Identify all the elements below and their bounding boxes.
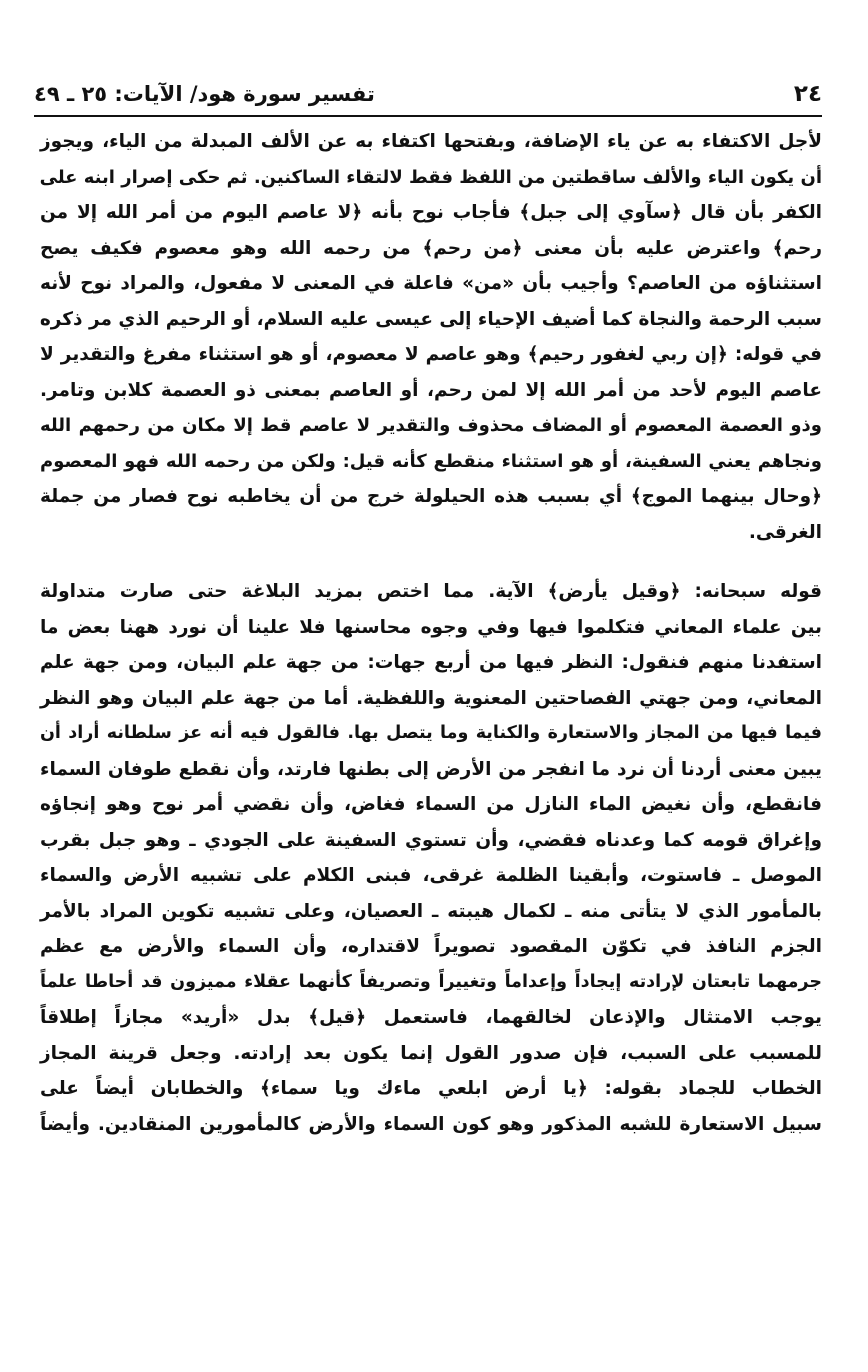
text-line: أن يكون الياء والألف ساقطتين من اللفظ فقط لالتقاء الساكنين. ثم حكى إصرار ابنه على — [39, 166, 822, 188]
text-line: الموصل ـ فاستوت، وأبقينا الظلمة غرقى، فبنى الكلام على تشبيه الأرض والسماء — [40, 865, 822, 886]
paragraph-1 — [40, 124, 822, 550]
body-text — [40, 124, 822, 1142]
text-line: سبب الرحمة والنجاة كما أضيف الإحياء إلى عيسى عليه السلام، أو الرحيم الذي مر ذكره — [39, 308, 822, 330]
text-line: جرمهما تابعتان لإرادته إيجاداً وإعداماً وتغييراً وتصريفاً كأنهما عقلاء مميزون قد أحاطا علماً — [40, 971, 822, 992]
text-line: الغرقى. — [748, 521, 822, 543]
text-line: للمسبب على السبب، فإن صدور القول إنما يكون بعد إرادته. وجعل قرينة المجاز — [40, 1042, 822, 1064]
text-line: قوله سبحانه: ﴿وقيل يأرض﴾ الآية. مما اختص بمزيد البلاغة حتى صارت متداولة — [40, 581, 822, 602]
text-line: ونجاهم يعني السفينة، أو هو استثناء منقطع كأنه قيل: ولكن من رحمه الله فهو المعصوم — [40, 450, 822, 472]
text-line: بالمأمور الذي لا يتأتى منه ـ لكمال هيبته ـ العصيان، وعلى تشبيه تكوين المراد بالأمر — [40, 900, 822, 922]
text-line: استفدنا منهم فنقول: النظر فيها من أربع جهات: من جهة علم البيان، ومن جهة علم — [40, 652, 822, 673]
text-line: لأجل الاكتفاء به عن ياء الإضافة، وبفتحها اكتفاء به عن الألف المبدلة من الياء، ويجوز — [40, 131, 822, 152]
header-rule — [34, 115, 822, 117]
text-line: وإغراق قومه كما وعدناه فقضي، وأن تستوي السفينة على الجودي ـ وهو جبل بقرب — [40, 829, 822, 851]
text-line: سبيل الاستعارة للشبه المذكور وهو كون السماء والأرض كالمأمورين المنقادين. وأيضاً — [40, 1113, 822, 1135]
text-line: فيما فيها من المجاز والاستعارة والكناية وما يتصل بها. فالقول فيه أنه عز سلطانه أراد أن — [40, 723, 822, 743]
text-line: استثناؤه من العاصم؟ وأجيب بأن «من» فاعلة في المعنى لا مفعول، والمراد نوح لأنه — [40, 273, 822, 294]
text-line: الخطاب للجماد بقوله: ﴿يا أرض ابلعي ماءك ويا سماء﴾ والخطابان أيضاً على — [40, 1078, 822, 1099]
text-line: بين علماء المعاني فتكلموا فيها وفي وجوه محاسنها فلا علينا أن نورد ههنا بعض ما — [40, 616, 822, 638]
text-line: فانقطع، وأن نغيض الماء النازل من السماء فغاض، وأن نقضي أمر نوح وهو إنجاؤه — [40, 794, 822, 815]
text-line: المعاني، ومن جهتي الفصاحتين المعنوية واللفظية. أما من جهة علم البيان وهو النظر — [40, 687, 822, 709]
text-line: الجزم النافذ في تكوّن المقصود تصويراً لاقتداره، وأن السماء والأرض مع عظم — [40, 936, 822, 957]
text-line: الكفر بأن قال ﴿سآوي إلى جبل﴾ فأجاب نوح بأنه ﴿لا عاصم اليوم من أمر الله إلا من — [40, 202, 822, 223]
paragraph-2 — [40, 574, 822, 1142]
text-line: يوجب الامتثال والإذعان لخالقهما، فاستعمل ﴿قيل﴾ بدل «أريد» مجازاً إطلاقاً — [40, 1007, 822, 1028]
text-line: وذو العصمة المعصوم أو المضاف محذوف والتقدير لا عاصم قط إلا مكان من رحمهم الله — [40, 415, 822, 436]
page-number: ٢٤ — [793, 81, 822, 107]
text-line: في قوله: ﴿إن ربي لغفور رحيم﴾ وهو عاصم لا معصوم، أو هو استثناء مفرغ والتقدير لا — [40, 344, 822, 365]
page-header — [34, 74, 822, 114]
text-line: ﴿وحال بينهما الموج﴾ أي بسبب هذه الحيلولة خرج من أن يخاطبه نوح فصار من جملة — [40, 486, 822, 507]
text-line: يبين معنى أردنا أن نرد ما انفجر من الأرض إلى بطنها فارتد، وأن نقطع طوفان السماء — [40, 758, 822, 780]
text-line: عاصم اليوم لأحد من أمر الله إلا لمن رحم، أو العاصم بمعنى ذو العصمة كلابن وتامر. — [40, 379, 822, 401]
running-title: تفسير سورة هود/ الآيات: ٢٥ ـ ٤٩ — [34, 82, 375, 106]
text-line: رحم﴾ واعترض عليه بأن معنى ﴿من رحم﴾ من رحمه الله وهو معصوم فكيف يصح — [40, 237, 822, 259]
